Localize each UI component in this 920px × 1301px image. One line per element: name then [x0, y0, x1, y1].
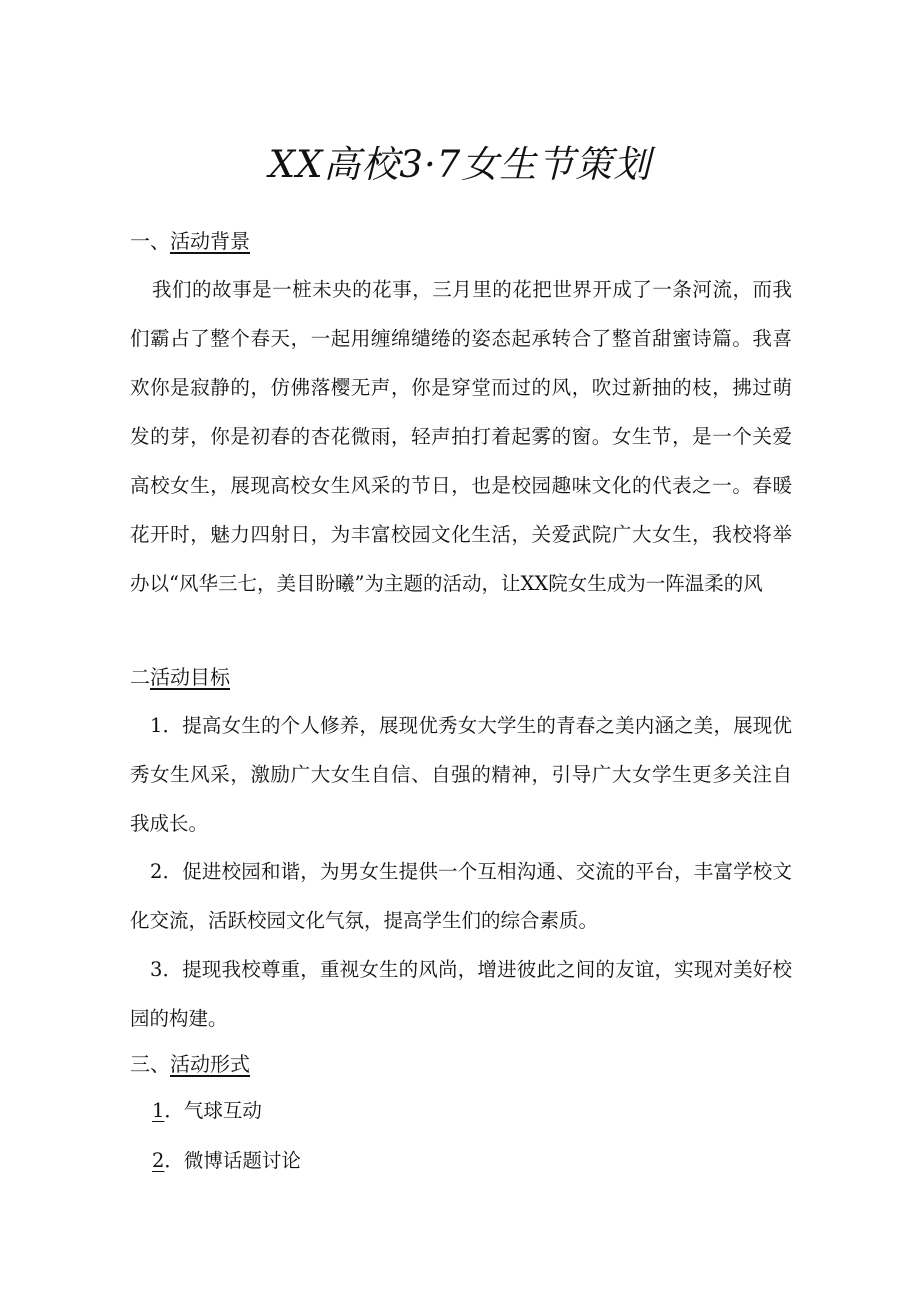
form-item-2-text: ．微博话题讨论	[164, 1149, 301, 1172]
section-2-heading	[130, 663, 230, 691]
goal-item-2: 2．促进校园和谐，为男女生提供一个互相沟通、交流的平台，丰富学校文化交流，活跃校园文化气氛，提高学生们的综合素质。	[130, 860, 792, 932]
goal-item-1: 1．提高女生的个人修养，展现优秀女大学生的青春之美内涵之美，展现优秀女生风采，激励广大女生自信、自强的精神，引导广大女学生更多关注自我成长。	[130, 714, 792, 835]
section-2-title: 活动目标	[150, 665, 230, 689]
form-item-2	[152, 1147, 301, 1175]
form-item-2-number: 2	[152, 1149, 165, 1172]
section-1-prefix: 一、	[130, 229, 170, 253]
goal-item-3: 3．提现我校尊重，重视女生的风尚，增进彼此之间的友谊，实现对美好校园的构建。	[130, 958, 792, 1030]
section-3-heading	[130, 1050, 250, 1078]
form-item-1-number: 1	[152, 1099, 165, 1122]
section-3-prefix: 三、	[130, 1052, 170, 1076]
form-item-1-text: ．气球互动	[164, 1099, 262, 1122]
section-1-title: 活动背景	[170, 229, 250, 253]
form-item-1	[152, 1097, 262, 1125]
section-3-title: 活动形式	[170, 1052, 250, 1076]
section-1-paragraph: 我们的故事是一桩未央的花事，三月里的花把世界开成了一条河流，而我们霸占了整个春天，一起用缠绵缱绻的姿态起承转合了整首甜蜜诗篇。我喜欢你是寂静的，仿佛落樱无声，你是穿堂而过的风，吹过新抽的枝，拂过萌发的芽，你是初春的杏花微雨，轻声拍打着起雾的窗。女生节，是一个关爱高校女生，展现高校女生风采的节日，也是校园趣味文化的代表之一。春暖花开时，魅力四射日，为丰富校园文化生活，关爱武院广大女生，我校将举办以“风华三七，美目盼曦”为主题的活动，让XX院女生成为一阵温柔的风	[130, 278, 792, 595]
document-title: XX高校3·7女生节策划	[268, 143, 652, 186]
section-2-prefix: 二	[130, 665, 150, 689]
section-1-heading	[130, 227, 250, 255]
